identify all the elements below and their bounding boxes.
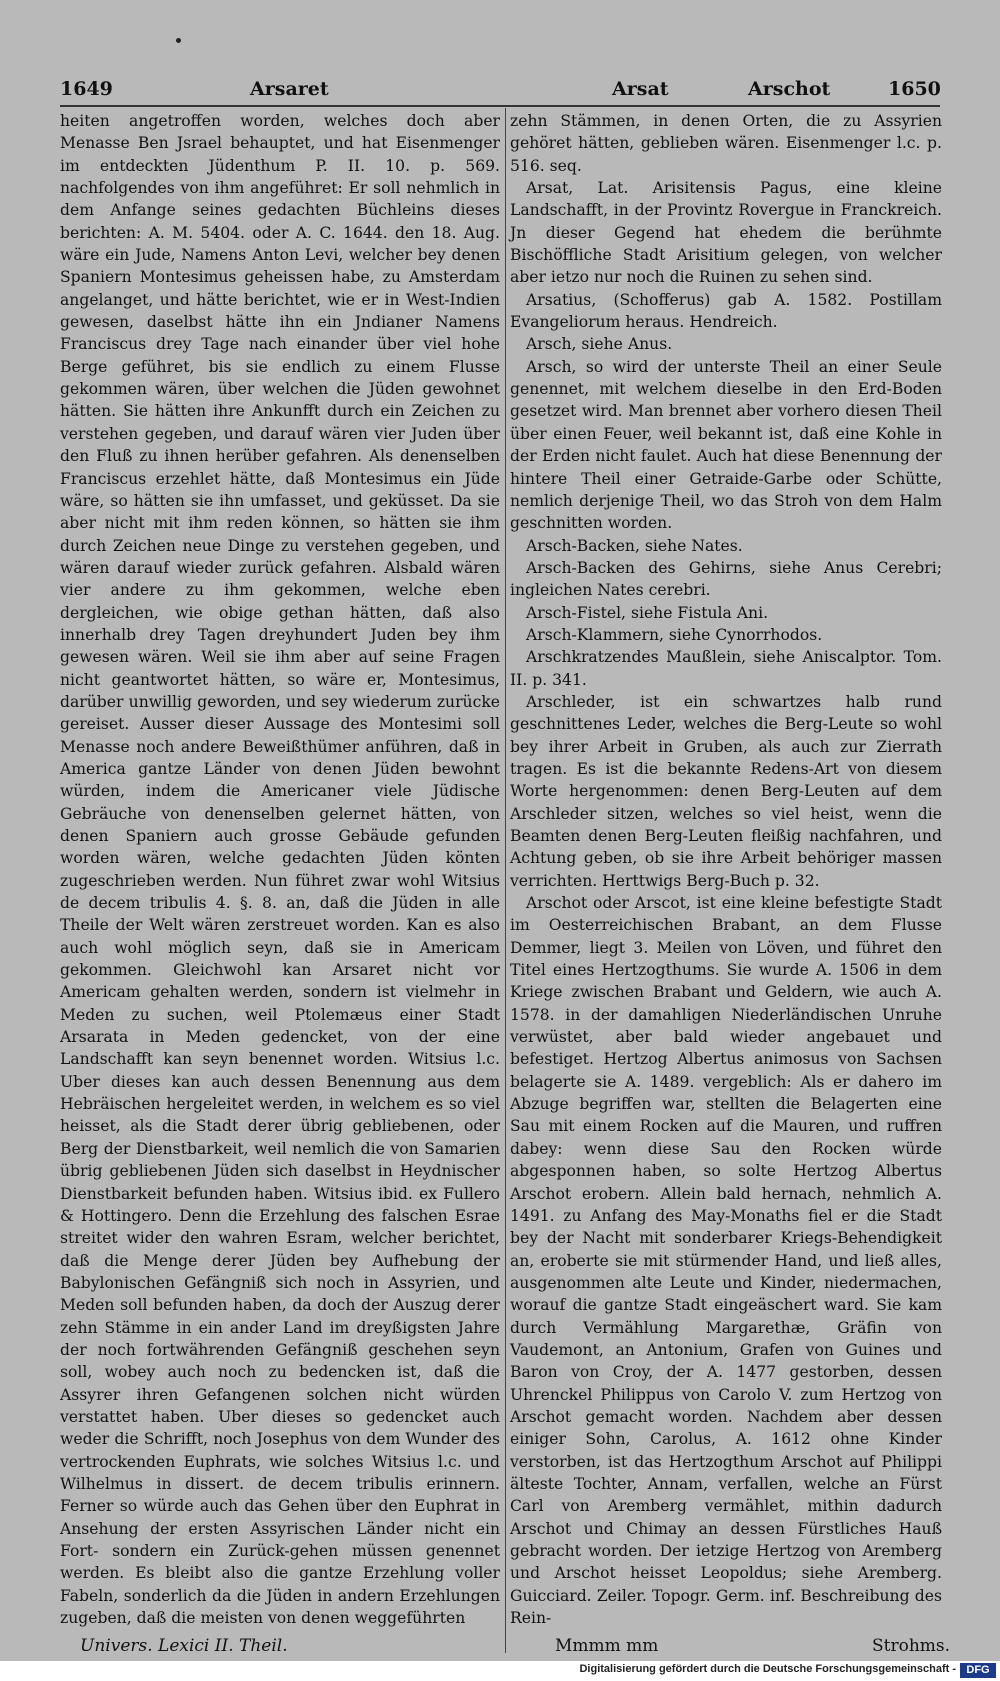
- entry-paragraph: Arschleder, ist ein schwartzes halb rund geschnittenes Leder, welches die Berg-Leute so wohl bey ihrer Arbeit in Gruben, als auch zur Zierrath tragen. Es ist die bekannte Redens-Art von diesem Worte hergenommen: denen Berg-Leuten auf dem Arschleder sitzen, welches so viel heist, wenn die Beamten denen Berg-Leuten fleißig nachfahren, und Achtung geben, ob sie ihre Arbeit behöriger massen verrichten. Herttwigs Berg-Buch p. 32.: [510, 692, 942, 890]
- left-column: [60, 110, 500, 1629]
- running-head-right-2: Arschot: [748, 78, 831, 100]
- dfg-logo: DFG: [960, 1663, 996, 1678]
- running-head-left: Arsaret: [250, 78, 329, 100]
- entry-paragraph: Arsch-Fistel, siehe Fistula Ani.: [526, 603, 769, 622]
- entry-paragraph: heiten angetroffen worden, welches doch aber Menasse Ben Jsrael behauptet, und hat Eisenmenger im entdeckten Jüdenthum P. II. 10. p. 569. nachfolgendes von ihm angeführet: Er soll nehmlich in dem Anfange seines gedachten Büchleins dieses berichten: A. M. 5404. oder A. C. 1644. den 18. Aug. wäre ein Jude, Namens Anton Levi, welcher bey denen Spaniern Montesimus geheissen habe, zu Amsterdam angelanget, und hätte berichtet, wie er in West-Indien gewesen, daselbst hätte ihn ein Jndianer Namens Franciscus drey Tage nach einander über viel hohe Berge geführet, bis sie endlich zu einem Flusse gekommen wären, über welchen die Jüden gewohnet hätten. Sie hätten ihre Ankunfft durch ein Zeichen zu verstehen gegeben, und darauf wären vier Juden über den Fluß zu ihnen herüber gefahren. Als denenselben Franciscus erzehlet hätte, daß Montesimus ein Jüde wäre, so hätten sie ihn umfasset, und geküsset. Da sie aber nicht mit ihm reden können, so hätten sie ihm durch Zeichen neue Dinge zu verstehen gegeben, und wären darauf wieder zurück gefahren. Alsbald wären vier andere zu ihm gekommen, welche eben dergleichen, wie obige gethan hätten, daß also innerhalb drey Tagen dreyhundert Juden bey ihm gewesen wären. Weil sie ihm aber auf seine Fragen nicht geantwortet hätten, so wäre er, Montesimus, darüber unwillig geworden, und sey wiederum zurücke gereiset. Ausser dieser Aussage des Montesimi soll Menasse noch andere Beweißthümer anführen, daß in America gantze Länder von denen Jüden bewohnt würden, indem die Americaner viele Jüdische Gebräuche von denenselben gelernet hätten, von denen Spaniern auch grosse Gebäude gefunden worden wären, welche gedachten Jüden könten zugeschrieben werden. Nun führet zwar wohl Witsius de decem tribulis 4. §. 8. an, daß die Jüden in alle Theile der Welt wären zerstreuet worden. Kan es also auch wohl möglich seyn, daß sie in Americam gekommen. Gleichwohl kan Arsaret nicht vor Americam gehalten werden, sondern ist vielmehr in Meden zu suchen, weil Ptolemæus einer Stadt Arsarata in Meden gedencket, von der eine Landschafft kan seyn benennet worden. Witsius l.c. Uber dieses kan auch dessen Benennung aus dem Hebräischen hergeleitet werden, in welchem es so viel heisset, als die Stadt derer übrig gebliebenen, oder Berg der Dienstbarkeit, weil nemlich die von Samarien übrig gebliebenen Jüden sich daselbst in Heydnischer Dienstbarkeit befunden haben. Witsius ibid. ex Fullero & Hottingero. Denn die Erzehlung des falschen Esrae streitet wider den wahren Esram, welcher berichtet, daß die Menge derer Jüden bey Aufhebung der Babylonischen Gefängniß sich noch in Assyrien, und Meden soll befunden haben, da doch der Auszug derer zehn Stämme in ein ander Land im dreyßigsten Jahre der noch fortwährenden Gefängniß geschehen seyn soll, wobey auch noch zu bedencken ist, daß die Assyrer ihren Gefangenen solchen nicht würden verstattet haben. Uber dieses so gedencket auch weder die Schrifft, noch Josephus von dem Wunder des vertrockenden Euphrats, wie solches Witsius l.c. und Wilhelmus in dissert. de decem tribulis erinnern. Ferner so würde auch das Gehen über den Euphrat in Ansehung der ersten Assyrischen Länder nicht ein Fort- sondern ein Zurück-gehen müssen genennet werden. Es bleibt also die gantze Erzehlung voller Fabeln, sonderlich da die Jüden in andern Erzehlungen zugeben, daß die meisten von denen weggeführten: [60, 112, 500, 1628]
- page-number-right: 1650: [888, 78, 941, 100]
- footer-catchword: Strohms.: [872, 1636, 951, 1656]
- digitization-credit-bar: [0, 1661, 1000, 1681]
- entry-paragraph: Arsatius, (Schofferus) gab A. 1582. Postillam Evangeliorum heraus. Hendreich.: [510, 290, 942, 332]
- entry-paragraph: Arschot oder Arscot, ist eine kleine befestigte Stadt im Oesterreichischen Brabant, an dem Flusse Demmer, liegt 3. Meilen von Löven, und führet den Titel eines Hertzogthums. Sie wurde A. 1506 in dem Kriege zwischen Brabant und Geldern, wie auch A. 1578. in der damahligen Niederländischen Unruhe verwüstet, aber bald wieder angebauet und befestiget. Hertzog Albertus animosus von Sachsen belagerte sie A. 1489. vergeblich: Als er dahero im Abzuge begriffen war, stellten die Belagerten eine Sau mit einem Rocken auf die Mauren, und ruffren dabey: wenn diese Sau den Rocken würde abgesponnen haben, so solte Hertzog Albertus Arschot erobern. Allein bald hernach, nehmlich A. 1491. zu Anfang des May-Monaths fiel er die Stadt bey der Nacht mit sonderbarer Kriegs-Behendigkeit an, eroberte sie mit stürmender Hand, und ließ alles, ausgenommen alte Leute und Kinder, niedermachen, worauf die gantze Stadt eingeäschert ward. Sie kam durch Vermählung Margarethæ, Gräfin von Vaudemont, an Antonium, Grafen von Guines und Baron von Croy, der A. 1477 gestorben, dessen Uhrenckel Philippus von Carolo V. zum Hertzog von Arschot gemacht worden. Nachdem aber dessen einiger Sohn, Carolus, A. 1612 ohne Kinder verstorben, ist das Hertzogthum Arschot auf Philippi älteste Tochter, Annam, verfallen, welche an Fürst Carl von Aremberg vermählet, mithin dadurch Arschot und Chimay an dessen Fürstliches Hauß gebracht worden. Der ietzige Hertzog von Aremberg und Arschot heisset Leopoldus; siehe Aremberg. Guicciard. Zeiler. Topogr. Germ. inf. Beschreibung des Rein-: [510, 894, 942, 1628]
- entry-paragraph: Arsch, siehe Anus.: [526, 335, 673, 354]
- page-number-left: 1649: [60, 78, 113, 100]
- entry-paragraph: Arsat, Lat. Arisitensis Pagus, eine kleine Landschafft, in der Provintz Rovergue in Franckreich. Jn dieser Gegend hat ehedem die berühmte Bischöffliche Stadt Arisitium gelegen, von welcher aber ietzo nur noch die Ruinen zu sehen sind.: [510, 179, 942, 287]
- entry-paragraph: Arsch, so wird der unterste Theil an einer Seule genennet, mit welchem dieselbe in den Erd-Boden gesetzet wird. Man brennet aber vorhero diesen Theil über einen Feuer, weil bekannt ist, daß eine Kohle in der Erden nicht faulet. Auch hat diese Benennung der hintere Theil einer Getraide-Garbe oder Schütte, nemlich derjenige Theil, wo das Stroh von dem Halm geschnitten worden.: [510, 357, 942, 533]
- header-rule: [60, 105, 940, 107]
- entry-paragraph: Arsch-Backen, siehe Nates.: [526, 536, 743, 555]
- entry-paragraph: zehn Stämmen, in denen Orten, die zu Assyrien gehöret hätten, geblieben wären. Eisenmenger l.c. p. 516. seq.: [510, 112, 942, 175]
- entry-paragraph: Arschkratzendes Maußlein, siehe Aniscalptor. Tom. II. p. 341.: [510, 648, 942, 689]
- entry-paragraph: Arsch-Backen des Gehirns, siehe Anus Cerebri; ingleichen Nates cerebri.: [510, 558, 942, 600]
- ink-speck: [176, 38, 181, 43]
- entry-paragraph: Arsch-Klammern, siehe Cynorrhodos.: [526, 625, 823, 644]
- right-column: [510, 110, 942, 1629]
- credit-text: Digitalisierung gefördert durch die Deutsche Forschungsgemeinschaft -: [579, 1663, 956, 1675]
- running-head-right-1: Arsat: [612, 78, 669, 100]
- footer-signature-mark: Mmmm mm: [555, 1636, 659, 1656]
- column-divider: [505, 108, 506, 1653]
- footer-volume-label: Univers. Lexici II. Theil.: [80, 1636, 288, 1656]
